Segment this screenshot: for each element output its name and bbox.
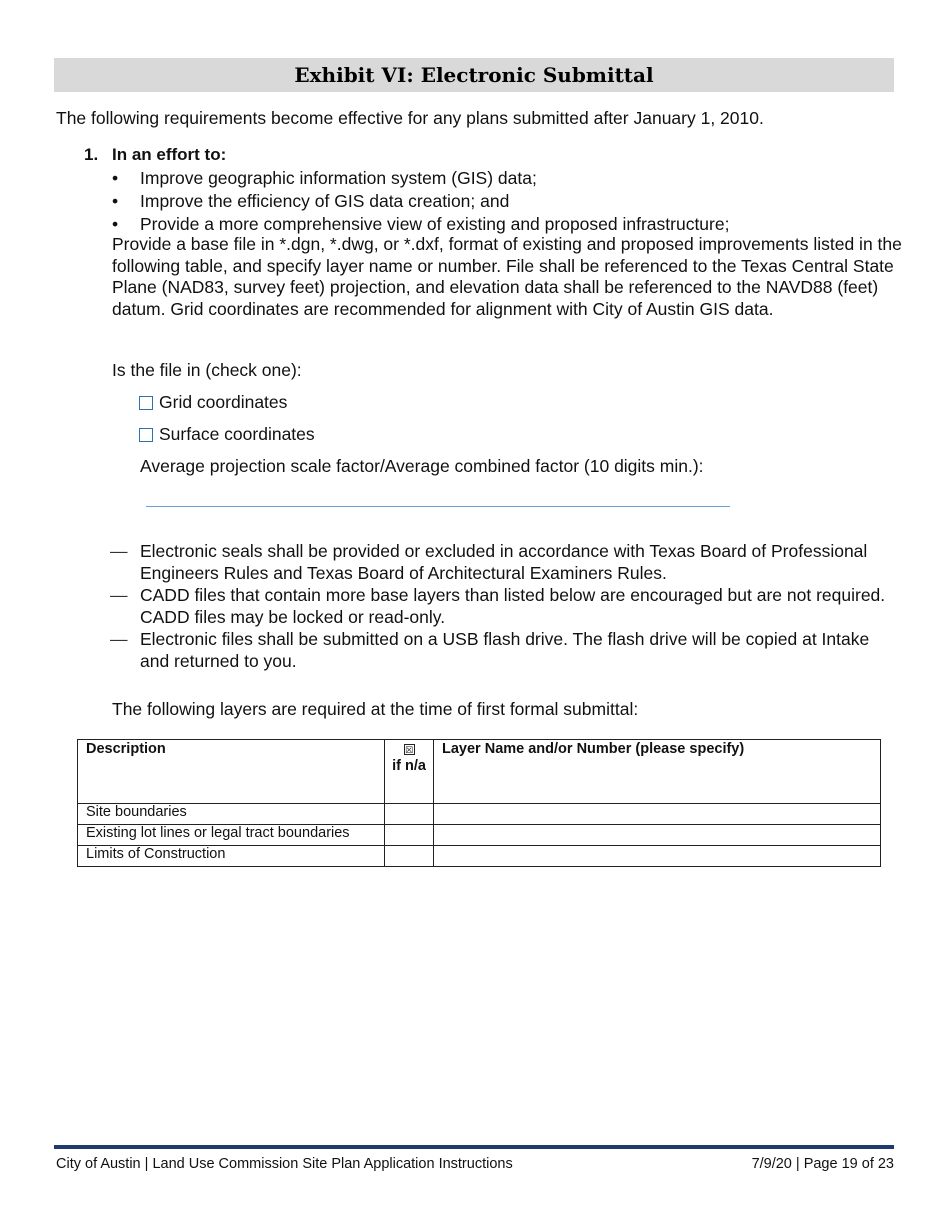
row-description: Existing lot lines or legal tract boundaries [78, 825, 385, 846]
row-layer-cell[interactable] [434, 804, 881, 825]
row-na-cell[interactable] [385, 804, 434, 825]
layers-table [77, 739, 881, 867]
grid-coordinates-label: Grid coordinates [159, 392, 288, 412]
na-header [385, 740, 434, 804]
scale-factor-input-line[interactable] [146, 506, 730, 507]
footer-divider [54, 1145, 894, 1149]
na-header-label: if n/a [392, 758, 426, 774]
section-number: 1. [84, 145, 99, 164]
list-item: — CADD files that contain more base layers than listed below are encouraged but are not required. CADD files may be locked or read-only. [110, 584, 890, 628]
goal-list [112, 167, 729, 236]
grid-coordinates-checkbox[interactable] [139, 396, 153, 410]
layers-intro: The following layers are required at the time of first formal submittal: [112, 699, 639, 719]
section-heading [84, 145, 226, 165]
list-item: — Electronic files shall be submitted on a USB flash drive. The flash drive will be copied at Intake and returned to you. [110, 628, 890, 672]
footer-page-number: 7/9/20 | Page 19 of 23 [751, 1156, 894, 1172]
table-row [78, 804, 881, 825]
section-heading-text: In an effort to: [112, 145, 227, 164]
surface-coordinates-checkbox[interactable] [139, 428, 153, 442]
table-row [78, 846, 881, 867]
table-row [78, 825, 881, 846]
checked-box-icon: ☒ [404, 745, 414, 755]
surface-coordinates-option[interactable] [139, 424, 315, 445]
list-item: • Improve the efficiency of GIS data creation; and [112, 190, 729, 213]
list-item: • Improve geographic information system (GIS) data; [112, 167, 729, 190]
table-header-row [78, 740, 881, 804]
page-title: Exhibit VI: Electronic Submittal [54, 58, 894, 92]
description-header: Description [78, 740, 385, 804]
row-description: Limits of Construction [78, 846, 385, 867]
row-layer-cell[interactable] [434, 846, 881, 867]
notes-list [110, 540, 890, 672]
row-na-cell[interactable] [385, 825, 434, 846]
list-item: — Electronic seals shall be provided or excluded in accordance with Texas Board of Professional Engineers Rules and Texas Board of Architectural Examiners Rules. [110, 540, 890, 584]
surface-coordinates-label: Surface coordinates [159, 424, 315, 444]
layer-header: Layer Name and/or Number (please specify) [434, 740, 881, 804]
row-description: Site boundaries [78, 804, 385, 825]
requirements-paragraph: Provide a base file in *.dgn, *.dwg, or *.dxf, format of existing and proposed improvements listed in the following table, and specify layer name or number. File shall be referenced to the Texas Central State Plane (NAD83, survey feet) projection, and elevation data shall be referenced to the NAVD88 (feet) datum. Grid coordinates are recommended for alignment with City of Austin GIS data. [112, 234, 902, 319]
intro-text: The following requirements become effective for any plans submitted after January 1, 2010. [56, 108, 764, 128]
grid-coordinates-option[interactable] [139, 392, 287, 413]
list-item: • Provide a more comprehensive view of existing and proposed infrastructure; [112, 213, 729, 236]
coordinate-question: Is the file in (check one): [112, 360, 302, 380]
footer-document-title: City of Austin | Land Use Commission Site Plan Application Instructions [56, 1156, 513, 1172]
row-na-cell[interactable] [385, 846, 434, 867]
scale-factor-label: Average projection scale factor/Average combined factor (10 digits min.): [140, 456, 704, 476]
row-layer-cell[interactable] [434, 825, 881, 846]
